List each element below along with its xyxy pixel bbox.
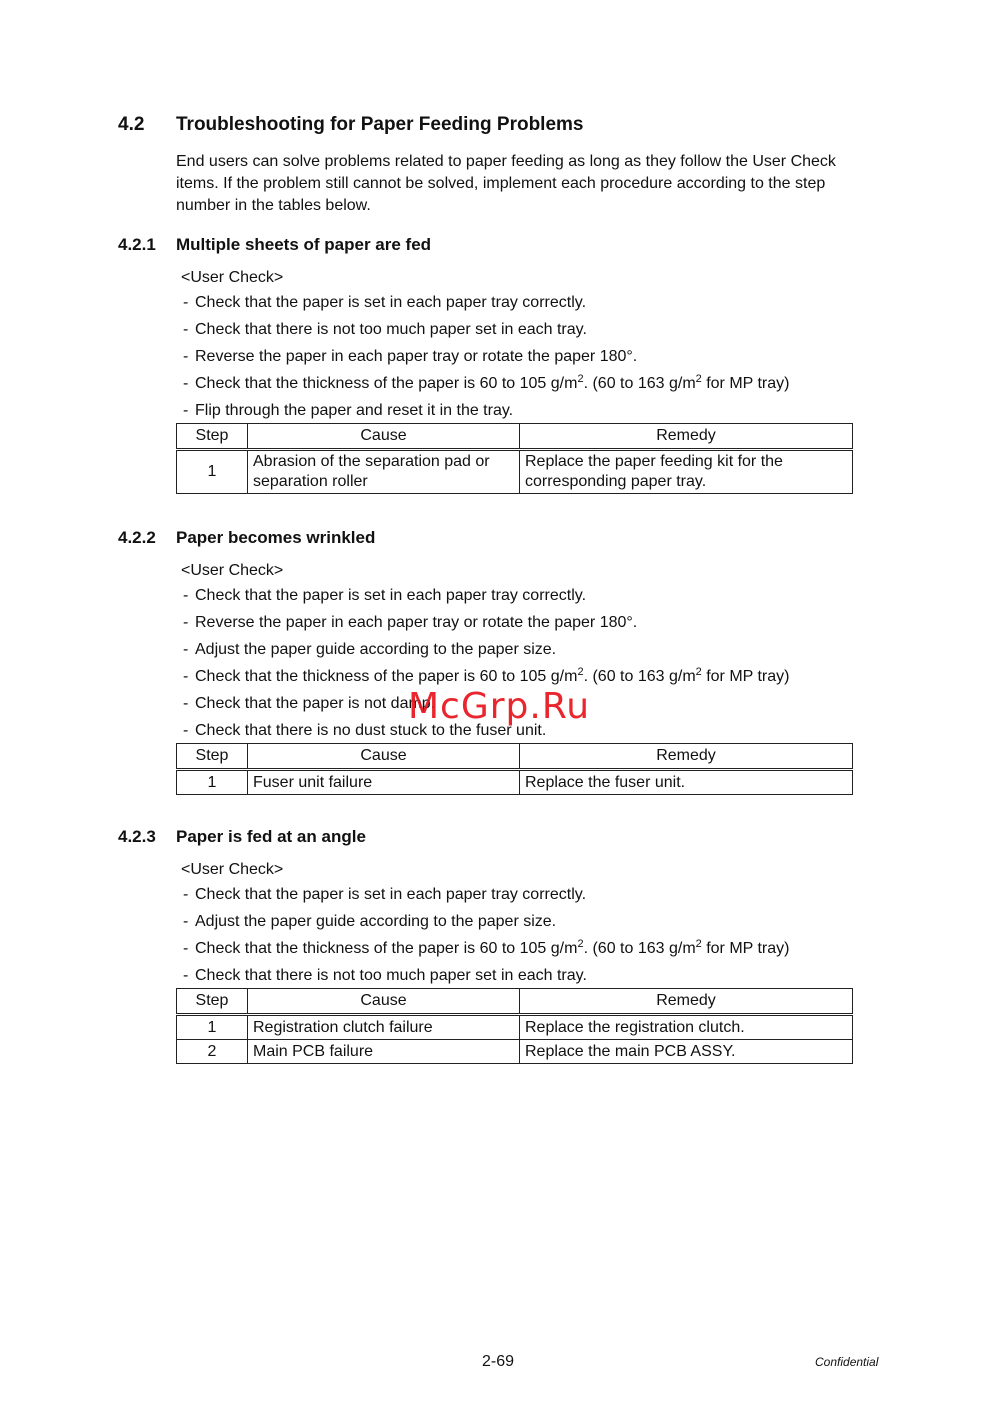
header-step: Step bbox=[177, 424, 248, 450]
header-cause: Cause bbox=[248, 424, 520, 450]
check-item: - Check that there is no dust stuck to the fuser unit. bbox=[183, 722, 547, 739]
header-cause: Cause bbox=[248, 989, 520, 1015]
troubleshooting-table bbox=[176, 988, 853, 1064]
header-remedy: Remedy bbox=[520, 989, 853, 1015]
confidential-label: Confidential bbox=[815, 1355, 879, 1369]
table-header-row bbox=[177, 424, 853, 450]
subsection-heading bbox=[118, 235, 431, 255]
intro-line: number in the tables below. bbox=[176, 197, 371, 214]
check-item-thickness: - Check that the thickness of the paper is 60 to 105 $g/m^2$. (60 to 163 $g/m^2$ for MP tray) bbox=[183, 373, 790, 392]
watermark: McGrp.Ru bbox=[408, 686, 591, 727]
cell-step: 1 bbox=[177, 450, 248, 494]
check-item-thickness: - Check that the thickness of the paper is 60 to 105 $g/m^2$. (60 to 163 $g/m^2$ for MP tray) bbox=[183, 666, 790, 685]
check-item: - Check that there is not too much paper set in each tray. bbox=[183, 321, 587, 338]
user-check-label: <User Check> bbox=[181, 861, 284, 878]
page-number: 2-69 bbox=[482, 1353, 515, 1370]
subsection-title: Paper is fed at an angle bbox=[176, 827, 366, 846]
table-row bbox=[177, 770, 853, 795]
intro-paragraph bbox=[176, 151, 876, 217]
check-item: - Check that the paper is set in each paper tray correctly. bbox=[183, 886, 587, 903]
check-item: - Flip through the paper and reset it in the tray. bbox=[183, 402, 514, 419]
table-row bbox=[177, 450, 853, 494]
header-step: Step bbox=[177, 989, 248, 1015]
check-item: - Adjust the paper guide according to the paper size. bbox=[183, 913, 557, 930]
cell-remedy: Replace the main PCB ASSY. bbox=[520, 1040, 853, 1064]
cell-step: 1 bbox=[177, 1015, 248, 1040]
table-row bbox=[177, 1040, 853, 1064]
subsection-title: Paper becomes wrinkled bbox=[176, 528, 376, 547]
subsection-number: 4.2.2 bbox=[118, 528, 156, 547]
subsection-heading bbox=[118, 827, 366, 847]
section-number: 4.2 bbox=[118, 114, 145, 135]
header-cause: Cause bbox=[248, 744, 520, 770]
header-step: Step bbox=[177, 744, 248, 770]
intro-line: End users can solve problems related to paper feeding as long as they follow the User Check bbox=[176, 153, 836, 170]
check-item-thickness: - Check that the thickness of the paper is 60 to 105 $g/m^2$. (60 to 163 $g/m^2$ for MP tray) bbox=[183, 938, 790, 957]
troubleshooting-table bbox=[176, 423, 853, 494]
cell-step: 1 bbox=[177, 770, 248, 795]
check-item: - Check that the paper is set in each paper tray correctly. bbox=[183, 294, 587, 311]
cell-cause: Registration clutch failure bbox=[248, 1015, 520, 1040]
cell-step: 2 bbox=[177, 1040, 248, 1064]
table-header-row bbox=[177, 989, 853, 1015]
cell-cause: Abrasion of the separation pad or separation roller bbox=[248, 450, 520, 494]
table-row bbox=[177, 1015, 853, 1040]
check-item: - Check that the paper is set in each paper tray correctly. bbox=[183, 587, 587, 604]
cell-cause: Fuser unit failure bbox=[248, 770, 520, 795]
user-check-label: <User Check> bbox=[181, 269, 284, 286]
check-item: - Reverse the paper in each paper tray or rotate the paper 180°. bbox=[183, 614, 638, 631]
header-remedy: Remedy bbox=[520, 424, 853, 450]
check-item: - Check that the paper is not damp. bbox=[183, 695, 436, 712]
cell-remedy: Replace the paper feeding kit for the corresponding paper tray. bbox=[520, 450, 853, 494]
check-item: - Reverse the paper in each paper tray or rotate the paper 180°. bbox=[183, 348, 638, 365]
user-check-label: <User Check> bbox=[181, 562, 284, 579]
subsection-title: Multiple sheets of paper are fed bbox=[176, 235, 432, 254]
section-heading bbox=[118, 114, 584, 136]
subsection-number: 4.2.1 bbox=[118, 235, 156, 254]
table-header-row bbox=[177, 744, 853, 770]
header-remedy: Remedy bbox=[520, 744, 853, 770]
subsection-number: 4.2.3 bbox=[118, 827, 156, 846]
check-item: - Adjust the paper guide according to the paper size. bbox=[183, 641, 557, 658]
check-item: - Check that there is not too much paper set in each tray. bbox=[183, 967, 587, 984]
cell-remedy: Replace the registration clutch. bbox=[520, 1015, 853, 1040]
section-title: Troubleshooting for Paper Feeding Problems bbox=[176, 114, 584, 135]
troubleshooting-table bbox=[176, 743, 853, 795]
subsection-heading bbox=[118, 528, 375, 548]
intro-line: items. If the problem still cannot be solved, implement each procedure according to the step bbox=[176, 175, 826, 192]
cell-remedy: Replace the fuser unit. bbox=[520, 770, 853, 795]
cell-cause: Main PCB failure bbox=[248, 1040, 520, 1064]
